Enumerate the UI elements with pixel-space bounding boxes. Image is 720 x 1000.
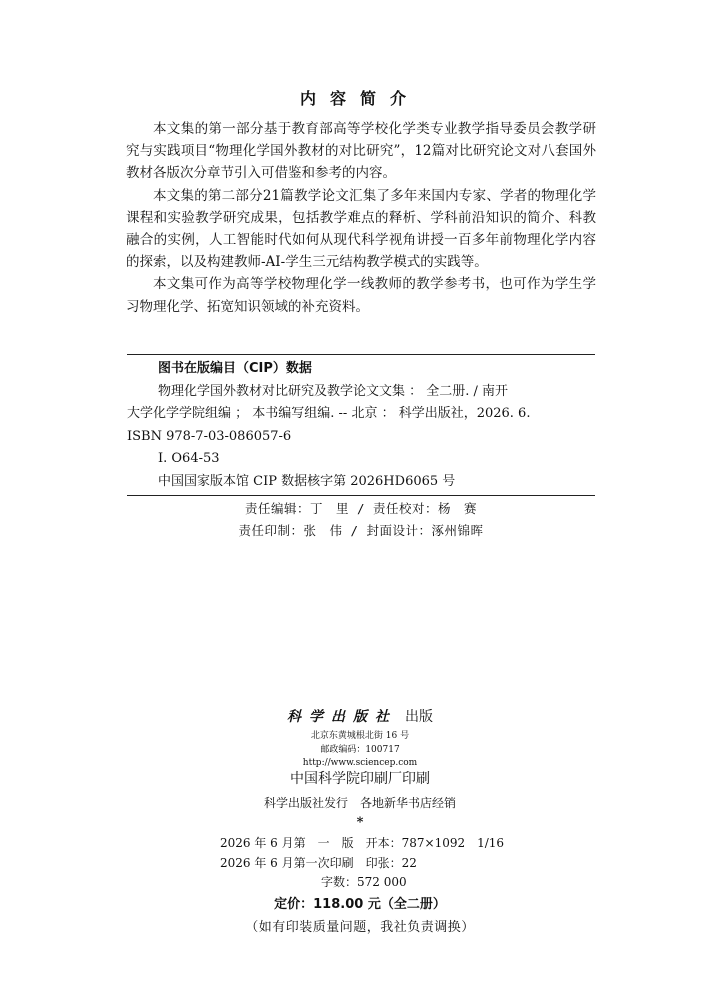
summary-paragraph-2: 本文集的第二部分21篇教学论文汇集了多年来国内专家、学者的物理化学课程和实验教学研究成果，包括教学难点的释析、学科前沿知识的简介、科教融合的实例，人工智能时代如何从现代科学视角讲授一百多年前物理化学内容的探索，以及构建教师-AI-学生三元结构教学模式的实践等。 <box>126 187 596 271</box>
credits-editors: 责任编辑：丁 里 / 责任校对：杨 赛 <box>244 501 478 516</box>
edition-line: 2026 年 6 月第 一 版 开本：787×1092 1/16 <box>220 836 505 850</box>
publisher-url: http://www.sciencep.com <box>302 758 418 768</box>
publisher-logo: 科学出版社 <box>287 709 397 725</box>
publisher-suffix: 出版 <box>405 709 433 725</box>
quality-note: （如有印装质量问题，我社负责调换） <box>245 920 475 935</box>
summary-paragraph-1: 本文集的第一部分基于教育部高等学校化学类专业教学指导委员会教学研究与实践项目“物理化学国外教材的对比研究”，12篇对比研究论文对八套国外教材各版次分章节引入可借鉴和参考的内容。 <box>126 121 596 182</box>
separator-star: * <box>356 815 364 830</box>
printing-line: 2026 年 6 月第一次印刷 印张：22 <box>220 855 417 870</box>
distribution: 科学出版社发行 各地新华书店经销 <box>263 796 456 810</box>
cip-isbn: ISBN 978-7-03-086057-6 <box>127 428 292 444</box>
publisher-postcode: 邮政编码：100717 <box>320 744 400 755</box>
cip-title-line: 物理化学国外教材对比研究及教学论文文集 ： 全二册. / 南开 <box>158 383 509 399</box>
edition-block <box>220 834 504 893</box>
publisher-block <box>0 706 720 771</box>
cip-bottom-rule <box>127 495 595 496</box>
cip-title-line-continued: 大学化学学院组编 ； 本书编写组编. -- 北京 ： 科学出版社，2026. 6. <box>127 406 531 422</box>
summary-section <box>126 118 596 318</box>
publisher-name <box>0 706 720 726</box>
publisher-address: 北京东黄城根北街 16 号 <box>310 731 410 741</box>
cip-record-number: 中国国家版本馆 CIP 数据核字第 2026HD6065 号 <box>158 473 456 489</box>
page-title: 内容简介 <box>299 89 420 108</box>
cip-classification: Ⅰ. O64-53 <box>158 451 220 467</box>
cip-block <box>127 358 597 494</box>
cip-top-rule <box>127 354 595 355</box>
summary-paragraph-3: 本文集可作为高等学校物理化学一线教师的教学参考书，也可作为学生学习物理化学、拓宽知识领域的补充资料。 <box>126 276 596 315</box>
price: 定价：118.00 元（全二册） <box>274 897 446 912</box>
word-count: 字数：572 000 <box>321 875 407 889</box>
printer: 中国科学院印刷厂印刷 <box>290 771 430 787</box>
cip-heading: 图书在版编目（CIP）数据 <box>158 361 312 376</box>
credits-block <box>127 498 595 542</box>
credits-production: 责任印制：张 伟 / 封面设计：涿州锦晖 <box>238 523 484 538</box>
